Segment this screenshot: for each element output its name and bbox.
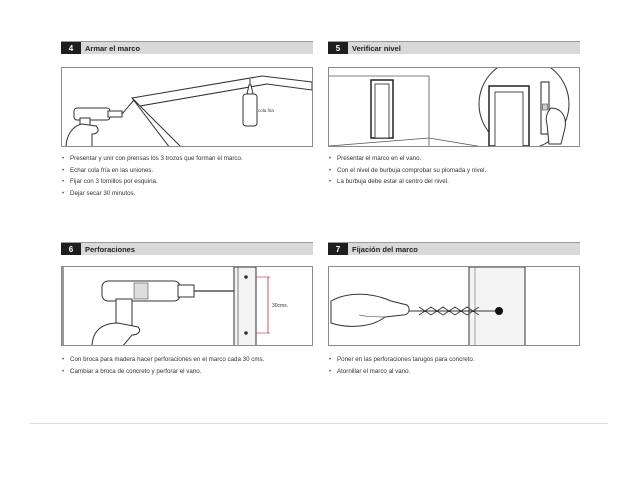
- step-number: 7: [328, 243, 348, 255]
- list-item: • Poner en las perforaciones tarugos para concreto.: [328, 356, 580, 364]
- step-number: 6: [61, 243, 81, 255]
- section-fijacion-marco: [328, 242, 580, 375]
- list-item: • La burbuja debe estar al centro del nivel.: [328, 178, 580, 186]
- section-header: [61, 41, 313, 54]
- section-title: Verificar nivel: [352, 43, 401, 53]
- section-perforaciones: [61, 242, 313, 375]
- list-item: • Dejar secar 30 minutos.: [61, 190, 313, 198]
- list-item: • Presentar y unir con prensas los 3 trozos que forman el marco.: [61, 155, 313, 163]
- list-item: • Cambiar a broca de concreto y perforar el vano.: [61, 368, 313, 376]
- instruction-list: [61, 155, 313, 201]
- section-armar-marco: [61, 41, 313, 197]
- list-item: • Echar cola fría en las uniones.: [61, 167, 313, 175]
- section-title: Armar el marco: [85, 43, 141, 53]
- section-title: Fijación del marco: [352, 244, 418, 254]
- measure-label: 30cms.: [272, 303, 289, 309]
- step-number: 5: [328, 42, 348, 54]
- instruction-list: [328, 356, 580, 379]
- figure-fijacion-marco: [328, 266, 580, 346]
- section-title: Perforaciones: [85, 244, 136, 254]
- section-header: [328, 41, 580, 54]
- step-number: 4: [61, 42, 81, 54]
- list-item: • Con broca para madera hacer perforaciones en el marco cada 30 cms.: [61, 356, 313, 364]
- figure-verificar-nivel: [328, 67, 580, 147]
- list-item: • Con el nivel de burbuja comprobar su plomada y nivel.: [328, 167, 580, 175]
- bottom-divider: [30, 423, 608, 424]
- instruction-list: [328, 155, 580, 190]
- figure-perforaciones: [61, 266, 313, 346]
- list-item: • Atornillar el marco al vano.: [328, 368, 580, 376]
- instruction-list: [61, 356, 313, 379]
- glue-label: cola fria: [258, 108, 274, 113]
- list-item: • Presentar el marco en el vano.: [328, 155, 580, 163]
- figure-armar-marco: [61, 67, 313, 147]
- section-header: [328, 242, 580, 255]
- section-verificar-nivel: [328, 41, 580, 185]
- list-item: • Fijar con 3 tornillos por esquina.: [61, 178, 313, 186]
- section-header: [61, 242, 313, 255]
